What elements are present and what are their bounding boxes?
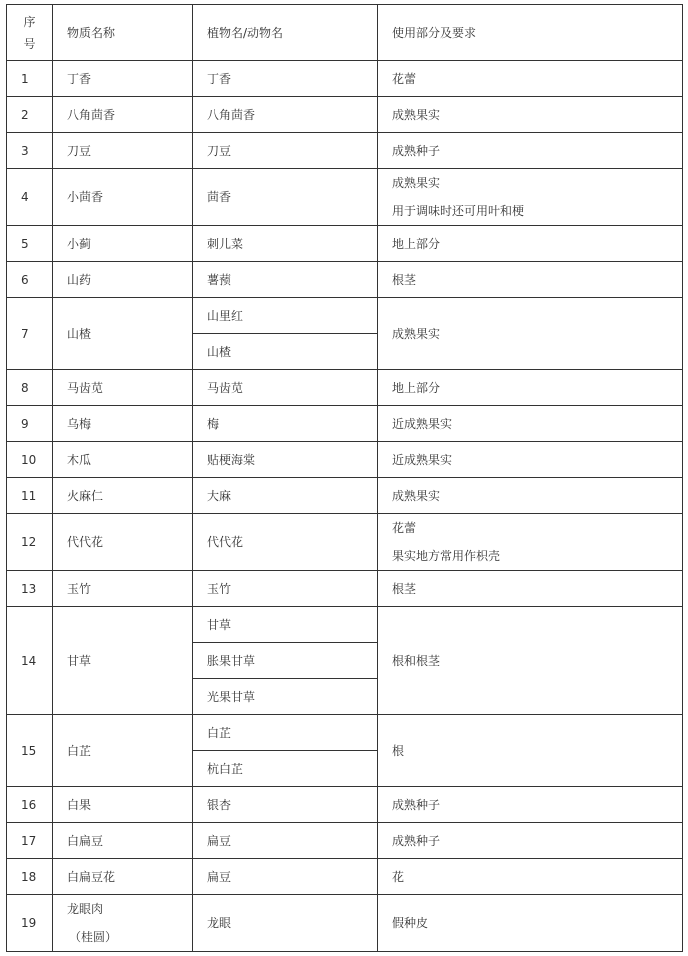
substance-name: 代代花 xyxy=(53,514,193,571)
usage-line: 成熟果实 xyxy=(392,488,441,503)
usage-description xyxy=(378,442,683,478)
usage-description xyxy=(378,571,683,607)
usage-description xyxy=(378,97,683,133)
usage-line: 地上部分 xyxy=(392,380,441,395)
header-substance-name: 物质名称 xyxy=(53,5,193,61)
table-row xyxy=(7,514,683,571)
row-number: 8 xyxy=(7,370,53,406)
table-row xyxy=(7,262,683,298)
usage-line: 近成熟果实 xyxy=(392,416,453,431)
substance-name: 白扁豆 xyxy=(53,823,193,859)
plant-animal-name: 甘草 xyxy=(193,607,378,643)
table-row xyxy=(7,478,683,514)
table-row xyxy=(7,787,683,823)
ingredient-table xyxy=(6,4,683,952)
row-number: 3 xyxy=(7,133,53,169)
header-usage: 使用部分及要求 xyxy=(378,5,683,61)
usage-line: 根和根茎 xyxy=(392,653,441,668)
substance-name: 山药 xyxy=(53,262,193,298)
row-number: 15 xyxy=(7,715,53,787)
row-number: 18 xyxy=(7,859,53,895)
usage-line: 成熟种子 xyxy=(392,833,441,848)
row-number: 16 xyxy=(7,787,53,823)
usage-line: 假种皮 xyxy=(392,916,429,930)
table-row xyxy=(7,895,683,952)
usage-description xyxy=(378,478,683,514)
usage-description xyxy=(378,823,683,859)
plant-animal-name: 扁豆 xyxy=(193,823,378,859)
row-number: 10 xyxy=(7,442,53,478)
substance-name: 小蓟 xyxy=(53,226,193,262)
plant-animal-name: 茴香 xyxy=(193,169,378,226)
plant-animal-name: 贴梗海棠 xyxy=(193,442,378,478)
plant-animal-name: 大麻 xyxy=(193,478,378,514)
usage-description xyxy=(378,787,683,823)
plant-animal-name: 玉竹 xyxy=(193,571,378,607)
usage-description xyxy=(378,169,683,226)
table-row xyxy=(7,715,683,751)
row-number: 11 xyxy=(7,478,53,514)
plant-animal-name: 光果甘草 xyxy=(193,679,378,715)
table-body xyxy=(7,5,683,952)
row-number: 1 xyxy=(7,61,53,97)
row-number: 19 xyxy=(7,895,53,952)
header-number xyxy=(7,5,53,61)
usage-description xyxy=(378,298,683,370)
row-number: 13 xyxy=(7,571,53,607)
plant-animal-name: 梅 xyxy=(193,406,378,442)
plant-animal-name: 刀豆 xyxy=(193,133,378,169)
usage-line: 根茎 xyxy=(392,272,417,287)
substance-name: 火麻仁 xyxy=(53,478,193,514)
header-row xyxy=(7,5,683,61)
row-number: 9 xyxy=(7,406,53,442)
usage-description xyxy=(378,895,683,952)
plant-animal-name: 马齿苋 xyxy=(193,370,378,406)
substance-name: 白果 xyxy=(53,787,193,823)
usage-line: 花蕾 xyxy=(392,71,417,86)
row-number: 12 xyxy=(7,514,53,571)
table-row xyxy=(7,823,683,859)
table-row xyxy=(7,97,683,133)
usage-line: 花 xyxy=(392,869,405,884)
table-row xyxy=(7,169,683,226)
usage-line: 成熟果实 xyxy=(392,326,441,341)
substance-name-line: 龙眼肉 xyxy=(67,902,104,916)
plant-animal-name: 八角茴香 xyxy=(193,97,378,133)
table-row xyxy=(7,571,683,607)
table-row xyxy=(7,406,683,442)
usage-line: 根茎 xyxy=(392,581,417,596)
header-plant-animal-name: 植物名/动物名 xyxy=(193,5,378,61)
plant-animal-name: 胀果甘草 xyxy=(193,643,378,679)
usage-description xyxy=(378,133,683,169)
plant-animal-name: 刺儿菜 xyxy=(193,226,378,262)
row-number: 5 xyxy=(7,226,53,262)
plant-animal-name: 薯蓣 xyxy=(193,262,378,298)
plant-animal-name: 山里红 xyxy=(193,298,378,334)
header-number-line-1: 序 xyxy=(23,14,36,29)
row-number: 14 xyxy=(7,607,53,715)
usage-description xyxy=(378,262,683,298)
substance-name: 丁香 xyxy=(53,61,193,97)
usage-line: 成熟种子 xyxy=(392,143,441,158)
usage-description xyxy=(378,370,683,406)
usage-description xyxy=(378,226,683,262)
table-row xyxy=(7,226,683,262)
usage-line: 成熟种子 xyxy=(392,797,441,812)
substance-name: 八角茴香 xyxy=(53,97,193,133)
plant-animal-name: 山楂 xyxy=(193,334,378,370)
row-number: 2 xyxy=(7,97,53,133)
usage-line: 花蕾 xyxy=(392,521,417,535)
table-row xyxy=(7,442,683,478)
row-number: 17 xyxy=(7,823,53,859)
substance-name xyxy=(53,895,193,952)
plant-animal-name: 扁豆 xyxy=(193,859,378,895)
row-number: 6 xyxy=(7,262,53,298)
row-number: 7 xyxy=(7,298,53,370)
substance-name-line: （桂圆） xyxy=(69,930,118,944)
table-row xyxy=(7,859,683,895)
usage-line: 近成熟果实 xyxy=(392,452,453,467)
plant-animal-name: 龙眼 xyxy=(193,895,378,952)
plant-animal-name: 丁香 xyxy=(193,61,378,97)
usage-description xyxy=(378,61,683,97)
usage-description xyxy=(378,514,683,571)
substance-name: 玉竹 xyxy=(53,571,193,607)
substance-name: 甘草 xyxy=(53,607,193,715)
plant-animal-name: 杭白芷 xyxy=(193,751,378,787)
usage-line: 地上部分 xyxy=(392,236,441,251)
table-row xyxy=(7,607,683,643)
plant-animal-name: 白芷 xyxy=(193,715,378,751)
usage-description xyxy=(378,859,683,895)
row-number: 4 xyxy=(7,169,53,226)
table-row xyxy=(7,370,683,406)
substance-name: 木瓜 xyxy=(53,442,193,478)
usage-description xyxy=(378,607,683,715)
substance-name: 乌梅 xyxy=(53,406,193,442)
usage-line: 成熟果实 xyxy=(392,107,441,122)
table-row xyxy=(7,298,683,334)
substance-name: 山楂 xyxy=(53,298,193,370)
plant-animal-name: 代代花 xyxy=(193,514,378,571)
usage-line: 成熟果实 xyxy=(392,176,441,190)
usage-line: 果实地方常用作枳壳 xyxy=(392,549,501,563)
table-row xyxy=(7,133,683,169)
header-number-line-2: 号 xyxy=(23,36,36,51)
usage-description xyxy=(378,406,683,442)
substance-name: 白芷 xyxy=(53,715,193,787)
substance-name: 白扁豆花 xyxy=(53,859,193,895)
substance-name: 马齿苋 xyxy=(53,370,193,406)
table-row xyxy=(7,61,683,97)
usage-line: 根 xyxy=(392,743,405,758)
substance-name: 小茴香 xyxy=(53,169,193,226)
usage-line: 用于调味时还可用叶和梗 xyxy=(392,204,525,218)
usage-description xyxy=(378,715,683,787)
substance-name: 刀豆 xyxy=(53,133,193,169)
plant-animal-name: 银杏 xyxy=(193,787,378,823)
